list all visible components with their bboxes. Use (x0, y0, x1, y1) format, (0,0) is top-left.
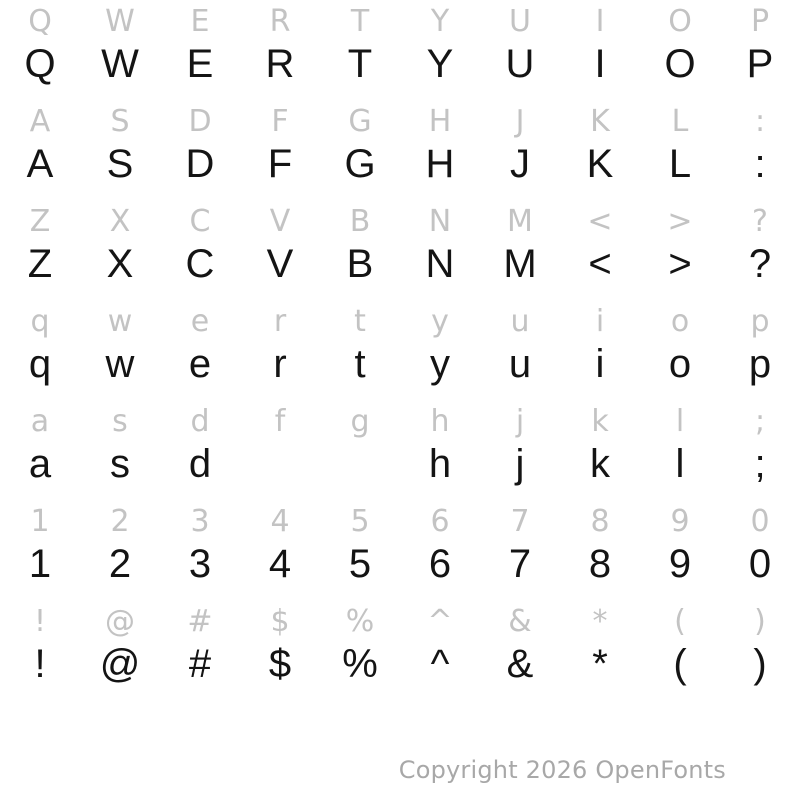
glyph-cell: S (106, 142, 134, 186)
glyph-cell: E (186, 42, 214, 86)
glyph-cell: ! (33, 604, 47, 639)
glyph-cell: K (586, 142, 614, 186)
glyph-cell: e (188, 342, 212, 386)
glyph-cell: s (112, 404, 128, 439)
glyph-cell: J (510, 142, 530, 186)
glyph-cell: k (591, 404, 609, 439)
glyph-cell: 4 (268, 542, 292, 586)
glyph-cell: & (508, 604, 532, 639)
glyph-cell: l (675, 442, 685, 486)
glyph-cell: o (670, 304, 690, 339)
sample-char-row (0, 42, 800, 100)
glyph-cell: : (754, 142, 766, 186)
char-row-pair (0, 0, 800, 100)
glyph-cell: 8 (588, 542, 612, 586)
glyph-cell: 7 (508, 542, 532, 586)
glyph-cell: 5 (350, 504, 370, 539)
glyph-cell: V (269, 204, 291, 239)
reference-char-row (0, 100, 800, 146)
glyph-cell: T (350, 4, 370, 39)
copyright-text: Copyright 2026 OpenFonts (398, 756, 726, 784)
glyph-cell: X (106, 242, 134, 286)
glyph-cell: Y (430, 4, 450, 39)
sample-char-row (0, 242, 800, 300)
glyph-cell: O (668, 4, 692, 39)
glyph-cell: > (667, 204, 693, 239)
glyph-cell (240, 446, 320, 500)
char-row-pair (0, 300, 800, 400)
glyph-cell: @ (99, 642, 141, 686)
sample-char-row (0, 542, 800, 600)
glyph-cell: U (505, 42, 535, 86)
glyph-cell: h (430, 404, 450, 439)
glyph-cell: ^ (430, 642, 450, 686)
glyph-cell: Q (28, 4, 52, 39)
glyph-cell: 5 (348, 542, 372, 586)
char-row-pair (0, 600, 800, 700)
glyph-cell: i (595, 304, 605, 339)
glyph-cell: a (30, 404, 50, 439)
glyph-cell: K (590, 104, 610, 139)
glyph-cell: & (506, 642, 534, 686)
glyph-cell: ^ (427, 604, 453, 639)
reference-char-row (0, 500, 800, 546)
glyph-cell: 3 (190, 504, 210, 539)
char-row-pair (0, 400, 800, 500)
glyph-cell: j (515, 404, 525, 439)
glyph-cell: E (190, 4, 210, 39)
glyph-cell (320, 446, 400, 500)
glyph-cell: W (105, 4, 135, 39)
glyph-cell: H (425, 142, 455, 186)
glyph-cell: L (671, 104, 689, 139)
glyph-cell: G (344, 142, 376, 186)
glyph-cell: # (187, 604, 213, 639)
glyph-cell: S (110, 104, 130, 139)
glyph-cell: Z (29, 204, 51, 239)
glyph-cell: d (190, 404, 210, 439)
glyph-cell: B (349, 204, 371, 239)
glyph-cell: 4 (270, 504, 290, 539)
glyph-cell: R (269, 4, 291, 39)
reference-char-row (0, 300, 800, 346)
glyph-cell: h (428, 442, 452, 486)
glyph-cell: 8 (590, 504, 610, 539)
glyph-cell: 9 (670, 504, 690, 539)
glyph-cell: ? (748, 242, 772, 286)
char-row-pair (0, 500, 800, 600)
glyph-cell: 2 (110, 504, 130, 539)
glyph-cell: 6 (430, 504, 450, 539)
glyph-cell: 7 (510, 504, 530, 539)
glyph-cell: ) (753, 642, 767, 686)
glyph-cell: O (664, 42, 696, 86)
glyph-cell: ; (754, 442, 766, 486)
glyph-cell: t (354, 342, 366, 386)
glyph-cell: < (587, 204, 613, 239)
glyph-cell: M (503, 242, 537, 286)
glyph-cell: N (425, 242, 455, 286)
glyph-cell: W (101, 42, 139, 86)
glyph-cell: > (668, 242, 692, 286)
glyph-cell: y (431, 304, 449, 339)
glyph-cell: ) (754, 604, 766, 639)
glyph-cell: ! (34, 642, 46, 686)
glyph-cell: Y (426, 42, 454, 86)
sample-char-row (0, 442, 800, 500)
glyph-cell: 0 (748, 542, 772, 586)
glyph-cell: $ (270, 604, 290, 639)
reference-char-row (0, 200, 800, 246)
glyph-cell: : (754, 104, 766, 139)
glyph-cell: ( (673, 642, 687, 686)
sample-char-row (0, 142, 800, 200)
glyph-cell: w (107, 304, 133, 339)
glyph-cell: J (515, 104, 525, 139)
sample-char-row (0, 342, 800, 400)
glyph-cell: d (188, 442, 212, 486)
glyph-cell: H (428, 104, 452, 139)
glyph-cell: P (750, 4, 770, 39)
glyph-cell: p (750, 304, 770, 339)
sample-char-row (0, 642, 800, 700)
glyph-cell: a (28, 442, 52, 486)
glyph-cell: p (748, 342, 772, 386)
glyph-cell: # (188, 642, 212, 686)
glyph-cell: u (508, 342, 532, 386)
glyph-cell: w (105, 342, 135, 386)
reference-char-row (0, 0, 800, 46)
glyph-cell: T (347, 42, 373, 86)
glyph-cell: L (668, 142, 692, 186)
glyph-cell: k (590, 442, 610, 486)
glyph-cell: ; (754, 404, 766, 439)
reference-char-row (0, 400, 800, 446)
reference-char-row (0, 600, 800, 646)
glyph-cell: @ (105, 604, 135, 639)
glyph-cell: * (592, 642, 608, 686)
glyph-cell: Q (24, 42, 56, 86)
glyph-cell: j (515, 442, 525, 486)
char-row-pair (0, 100, 800, 200)
glyph-cell: A (26, 142, 54, 186)
glyph-cell: 1 (30, 504, 50, 539)
glyph-cell: U (509, 4, 531, 39)
glyph-cell: I (594, 42, 606, 86)
glyph-cell: A (29, 104, 51, 139)
glyph-cell: N (428, 204, 452, 239)
glyph-cell: i (595, 342, 605, 386)
glyph-cell: < (588, 242, 612, 286)
glyph-cell: D (188, 104, 212, 139)
glyph-cell: $ (268, 642, 292, 686)
glyph-cell: f (274, 404, 286, 439)
glyph-cell: F (267, 142, 293, 186)
glyph-cell: r (273, 304, 287, 339)
char-row-pair (0, 200, 800, 300)
glyph-cell: P (746, 42, 774, 86)
glyph-cell: t (354, 304, 366, 339)
glyph-cell: G (348, 104, 372, 139)
glyph-cell: M (507, 204, 533, 239)
glyph-cell: q (30, 304, 50, 339)
glyph-cell: * (592, 604, 608, 639)
glyph-cell: s (110, 442, 130, 486)
glyph-cell: q (28, 342, 52, 386)
glyph-cell: u (510, 304, 530, 339)
glyph-cell: C (185, 242, 215, 286)
glyph-cell: B (346, 242, 374, 286)
glyph-cell: R (265, 42, 295, 86)
glyph-cell: ( (674, 604, 686, 639)
glyph-cell: l (675, 404, 685, 439)
glyph-cell: % (345, 604, 375, 639)
glyph-cell: % (342, 642, 378, 686)
glyph-cell: e (190, 304, 210, 339)
glyph-cell: F (271, 104, 289, 139)
glyph-cell: 9 (668, 542, 692, 586)
glyph-cell: ? (752, 204, 768, 239)
glyph-cell: 0 (750, 504, 770, 539)
glyph-cell: D (185, 142, 215, 186)
glyph-cell: 1 (28, 542, 52, 586)
glyph-cell: Z (27, 242, 53, 286)
glyph-cell: 2 (108, 542, 132, 586)
glyph-cell: C (189, 204, 211, 239)
glyph-cell: X (109, 204, 131, 239)
glyph-cell: r (273, 342, 287, 386)
glyph-cell: 6 (428, 542, 452, 586)
glyph-cell: g (350, 404, 370, 439)
glyph-cell: V (266, 242, 294, 286)
glyph-cell: I (595, 4, 605, 39)
glyph-cell: 3 (188, 542, 212, 586)
glyph-cell: y (430, 342, 450, 386)
glyph-cell: o (668, 342, 692, 386)
